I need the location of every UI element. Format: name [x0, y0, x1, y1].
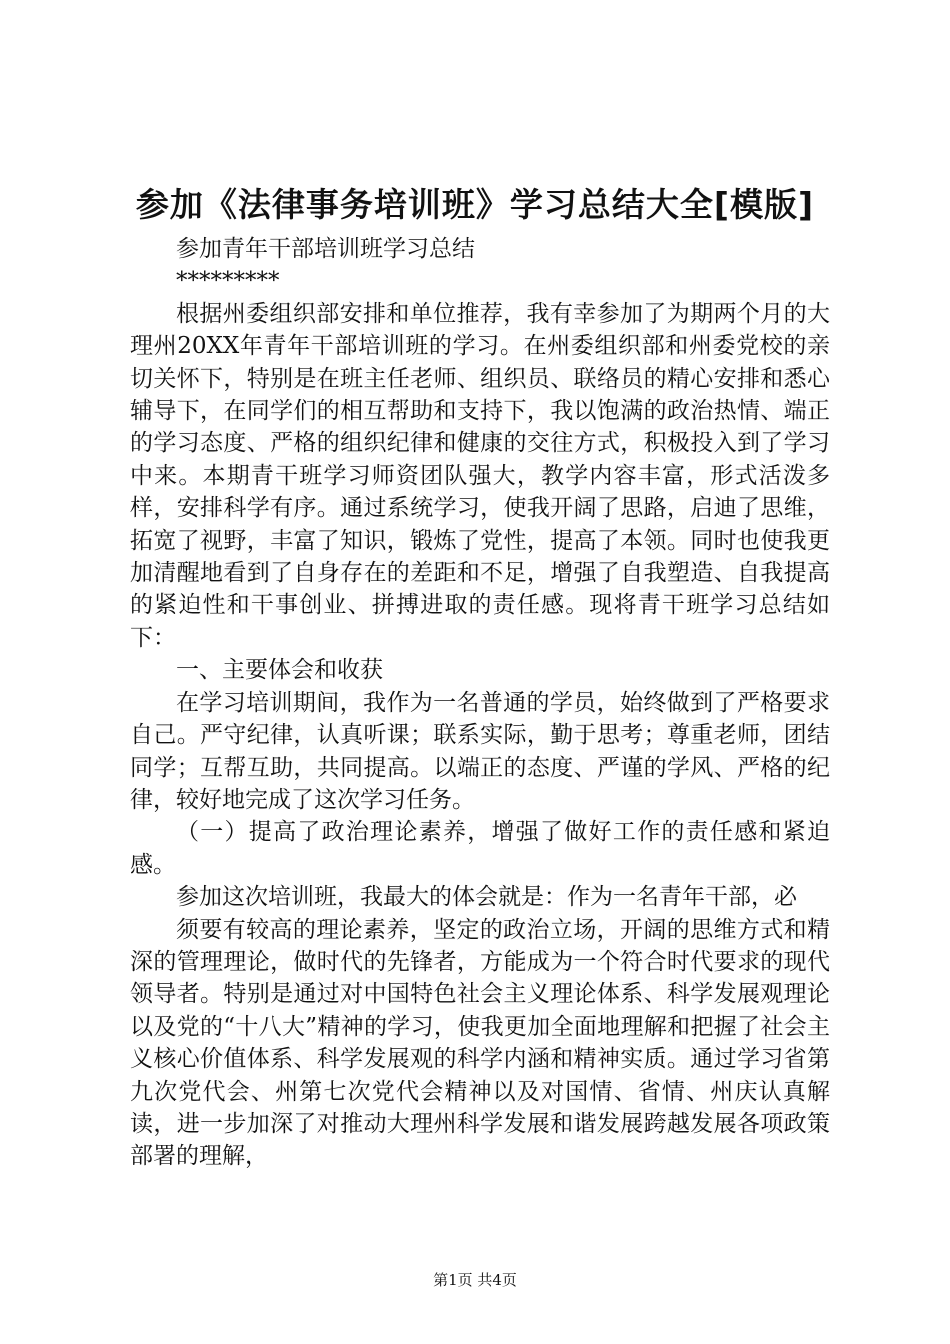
paragraph-discipline: 在学习培训期间，我作为一名普通的学员，始终做到了严格要求自己。严守纪律，认真听课；联系实际，勤于思考；尊重老师，团结同学；互帮互助，共同提高。以端正的态度、严谨的学风、严格的纪律，较好地完成了这次学习任务。	[130, 689, 830, 813]
separator-stars: *********	[176, 268, 280, 295]
paragraph-intro: 根据州委组织部安排和单位推荐，我有幸参加了为期两个月的大理州20XX年青年干部培训班的学习。在州委组织部和州委党校的亲切关怀下，特别是在班主任老师、组织员、联络员的精心安排和悉心辅导下，在同学们的相互帮助和支持下，我以饱满的政治热情、端正的学习态度、严格的组织纪律和健康的交往方式，积极投入到了学习中来。本期青干班学习师资团队强大，教学内容丰富，形式活泼多样，安排科学有序。通过系统学习，使我开阔了思路，启迪了思维，拓宽了视野，丰富了知识，锻炼了党性，提高了本领。同时也使我更加清醒地看到了自身存在的差距和不足，增强了自我塑造、自我提高的紧迫性和干事创业、拼搏进取的责任感。现将青干班学习总结如下：	[130, 300, 830, 651]
paragraph-theory: 须要有较高的理论素养，坚定的政治立场，开阔的思维方式和精深的管理理论，做时代的先锋者，方能成为一个符合时代要求的现代领导者。特别是通过对中国特色社会主义理论体系、科学发展观理论以及党的“十八大”精神的学习，使我更加全面地理解和把握了社会主义核心价值体系、科学发展观的科学内涵和精神实质。通过学习省第九次党代会、州第七次党代会精神以及对国情、省情、州庆认真解读，进一步加深了对推动大理州科学发展和谐发展跨越发展各项政策部署的理解，	[130, 916, 830, 1170]
page-footer: 第1页 共4页	[433, 1271, 517, 1289]
subtitle: 参加青年干部培训班学习总结	[176, 236, 475, 262]
document-title: 参加《法律事务培训班》学习总结大全[模版]	[135, 185, 815, 224]
document-body	[130, 233, 830, 1173]
section-heading: 一、主要体会和收获	[176, 657, 383, 684]
paragraph-experience: 参加这次培训班，我最大的体会就是：作为一名青年干部，必	[176, 884, 797, 911]
subsection-heading: （一）提高了政治理论素养，增强了做好工作的责任感和紧迫感。	[130, 819, 830, 878]
